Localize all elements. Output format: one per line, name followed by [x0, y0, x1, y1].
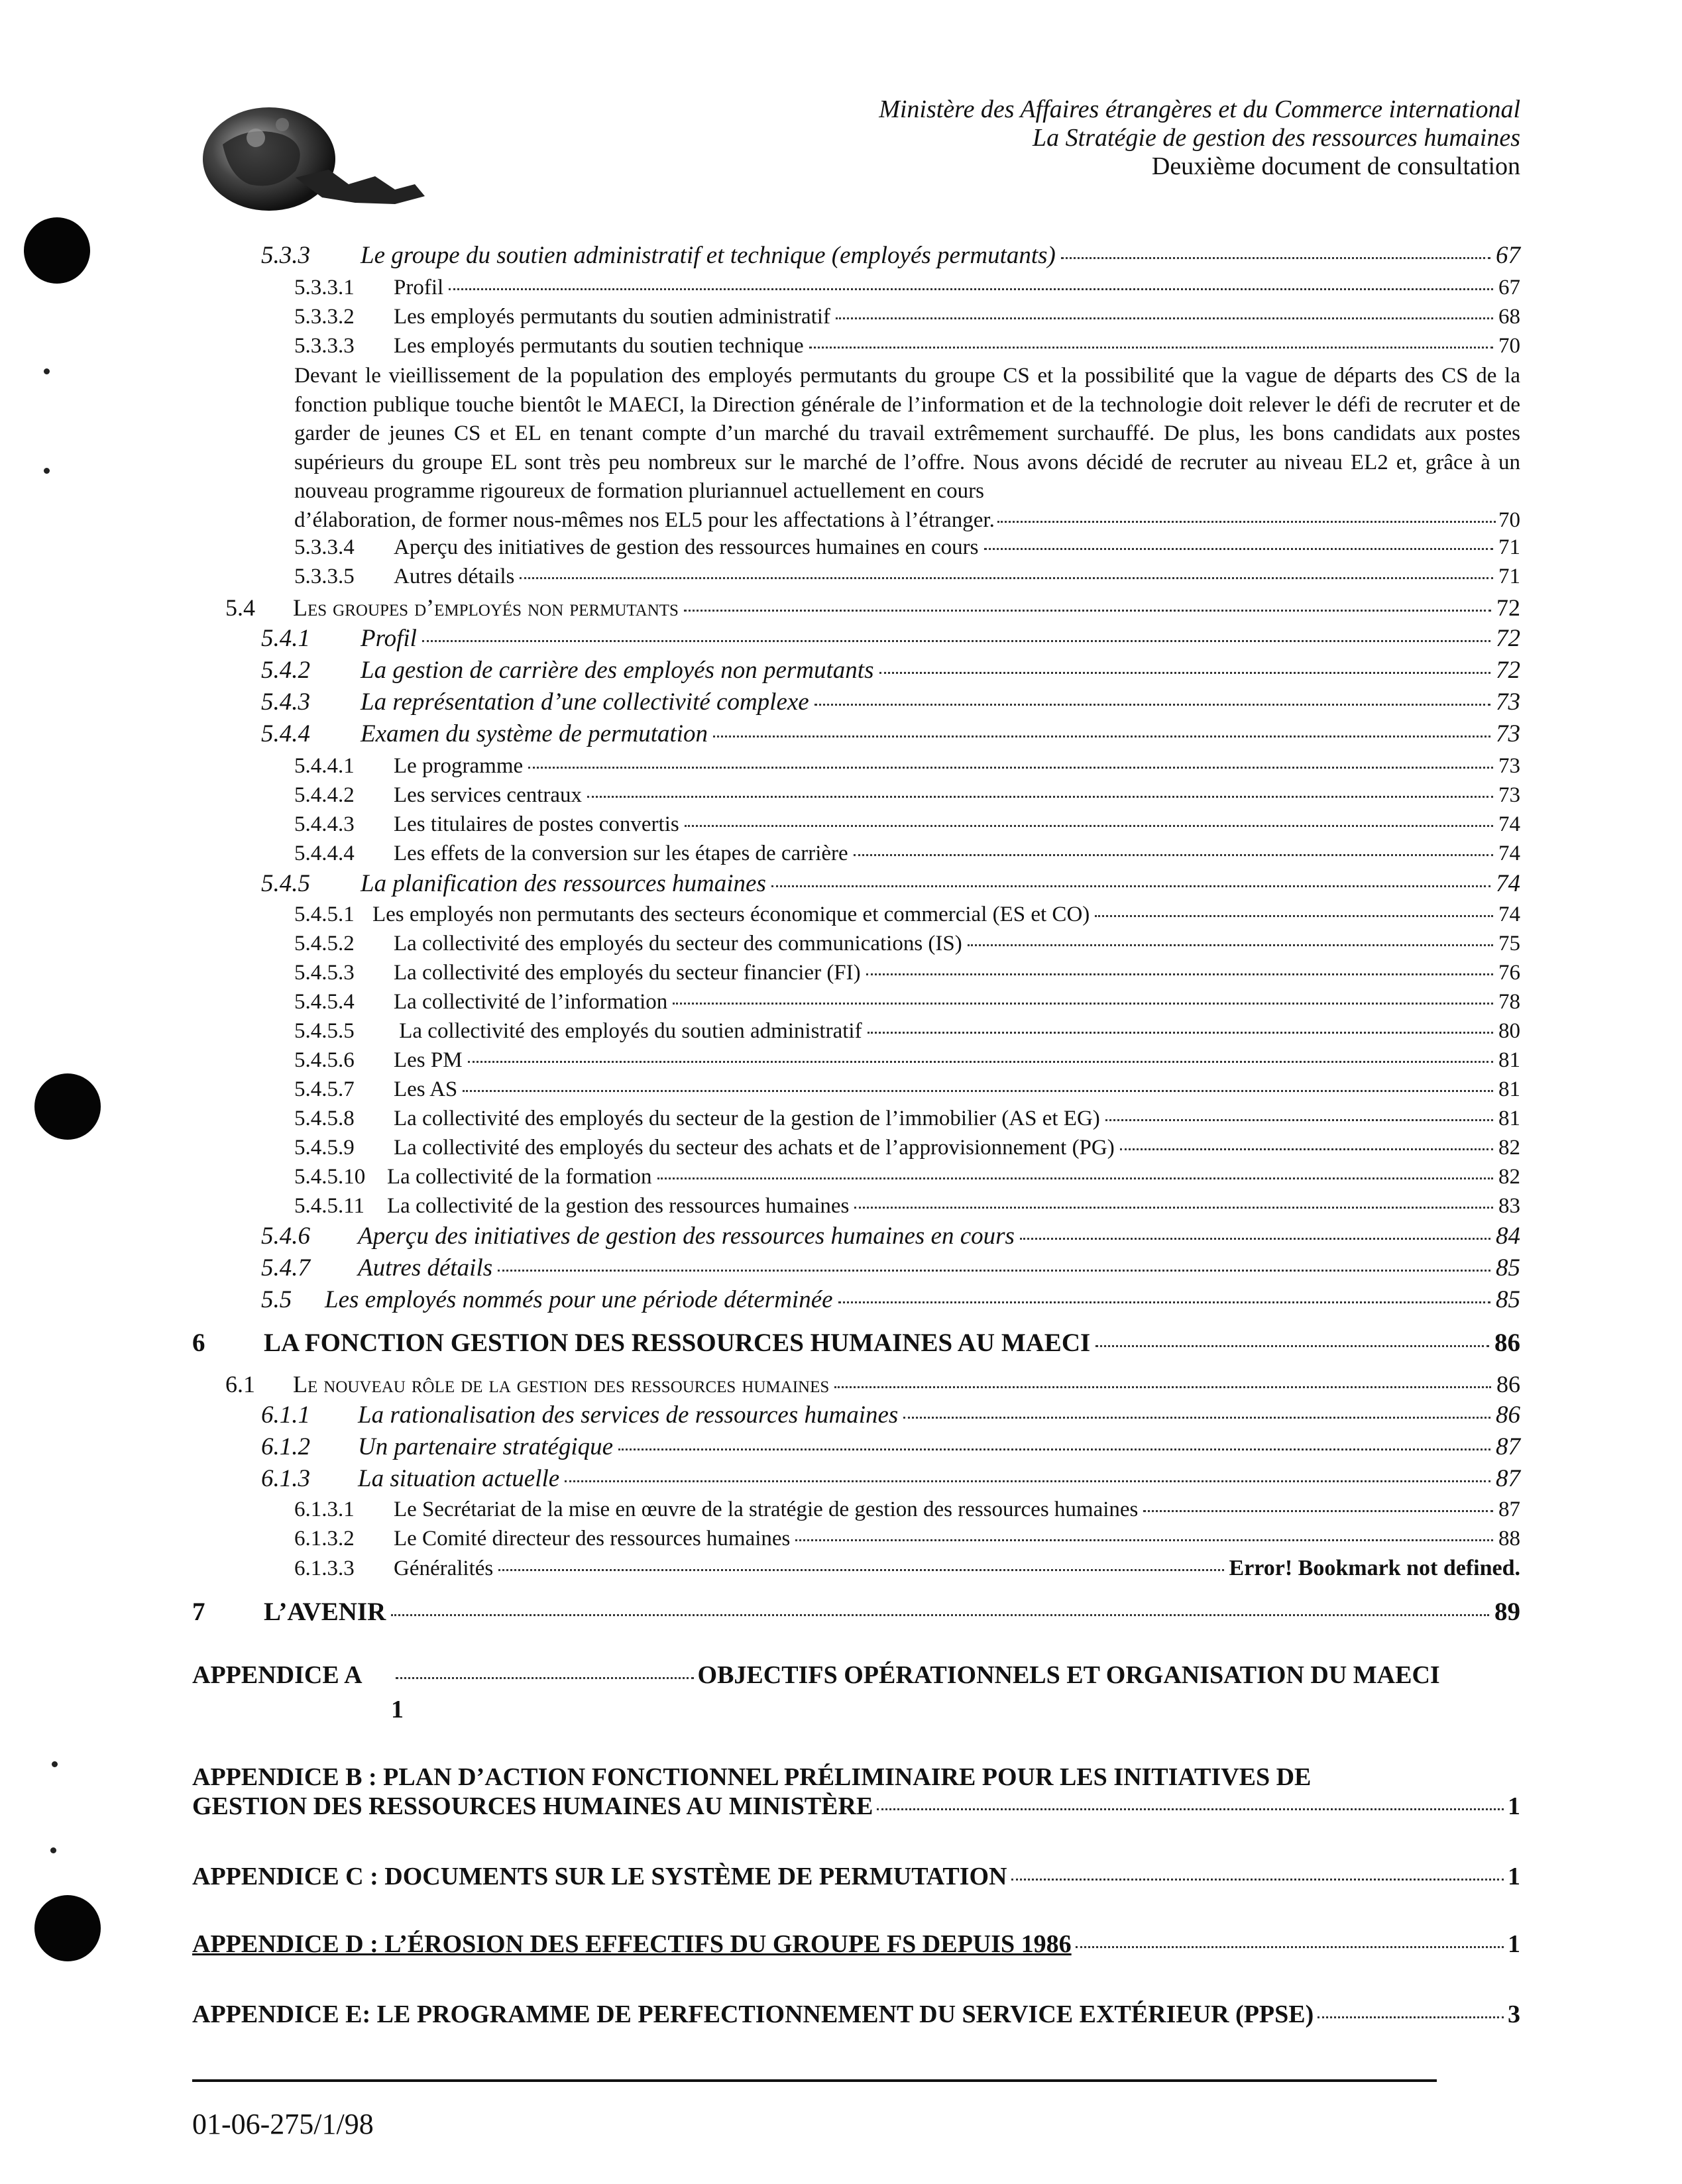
toc-page: 72 — [1496, 625, 1520, 652]
toc-number: 5.4.4.3 — [294, 812, 355, 836]
toc-title: La collectivité des employés du secteur des achats et de l’approvisionnement (PG) — [394, 1136, 1115, 1160]
toc-entry[interactable] — [261, 1433, 1520, 1461]
binder-hole-top — [24, 217, 90, 284]
toc-page: 80 — [1498, 1019, 1520, 1043]
toc-entry[interactable] — [294, 1048, 1520, 1073]
toc-number: 5.4.5.11 — [294, 1194, 365, 1218]
toc-number: 5.4.5.10 — [294, 1165, 366, 1189]
toc-leader — [1105, 1119, 1493, 1121]
header-ministry: Ministère des Affaires étrangères et du Commerce international — [879, 95, 1520, 123]
toc-page: 71 — [1498, 535, 1520, 559]
toc-title: LA FONCTION GESTION DES RESSOURCES HUMAINES AU MAECI — [264, 1329, 1091, 1357]
toc-leader — [713, 736, 1490, 737]
toc-title: La situation actuelle — [358, 1465, 560, 1492]
toc-title: Le groupe du soutien administratif et technique (employés permutants) — [361, 242, 1056, 269]
toc-number: 5.4.5.1 — [294, 902, 355, 926]
toc-page: 72 — [1496, 657, 1520, 684]
toc-page: 71 — [1498, 565, 1520, 588]
toc-leader — [1095, 1345, 1489, 1347]
toc-entry[interactable] — [294, 842, 1520, 866]
toc-number: 5.4 — [225, 594, 255, 621]
toc-leader — [498, 1270, 1490, 1272]
toc-page: 81 — [1498, 1077, 1520, 1101]
appendix-a-page: 1 — [391, 1696, 404, 1723]
appendix-e-title: APPENDICE E: LE PROGRAMME DE PERFECTIONNEMENT DU SERVICE EXTÉRIEUR (PPSE) — [192, 2000, 1314, 2028]
toc-number: 5.4.3 — [261, 688, 310, 716]
toc-entry[interactable] — [294, 1556, 1520, 1581]
toc-number: 6 — [192, 1329, 205, 1357]
toc-entry[interactable] — [294, 305, 1520, 329]
toc-entry[interactable] — [294, 754, 1520, 779]
toc-page: 73 — [1498, 783, 1520, 807]
toc-title: La collectivité des employés du secteur des communications (IS) — [394, 932, 962, 956]
toc-number: 5.3.3.2 — [294, 305, 355, 329]
appendix-b-title-line1: APPENDICE B : PLAN D’ACTION FONCTIONNEL PRÉLIMINAIRE POUR LES INITIATIVES DE — [192, 1763, 1312, 1791]
toc-leader — [1143, 1510, 1493, 1512]
toc-number: 5.4.4 — [261, 720, 310, 747]
toc-leader — [1120, 1148, 1493, 1150]
toc-entry[interactable] — [294, 276, 1520, 300]
toc-leader — [1076, 1946, 1504, 1948]
toc-leader — [1095, 915, 1493, 917]
toc-leader — [391, 1614, 1489, 1616]
toc-leader — [396, 1677, 694, 1679]
toc-title: La gestion de carrière des employés non permutants — [361, 657, 874, 684]
toc-leader — [771, 885, 1490, 887]
toc-number: 6.1.3.1 — [294, 1498, 355, 1521]
toc-title: La collectivité des employés du soutien administratif — [394, 1019, 862, 1043]
toc-number: 5.4.5.3 — [294, 961, 355, 985]
appendix-c[interactable] — [192, 1862, 1520, 1891]
toc-page: 67 — [1496, 242, 1520, 269]
toc-title: Les groupes d’employés non permutants — [293, 594, 679, 621]
toc-title: Les AS — [394, 1077, 458, 1101]
toc-page: 81 — [1498, 1048, 1520, 1072]
toc-title: Les employés permutants du soutien administratif — [394, 305, 830, 329]
toc-page: 74 — [1498, 842, 1520, 865]
toc-title: Les effets de la conversion sur les étapes de carrière — [394, 842, 848, 865]
toc-entry[interactable] — [261, 1401, 1520, 1429]
toc-entry[interactable] — [294, 334, 1520, 358]
toc-title: Généralités — [394, 1556, 494, 1580]
toc-number: 5.4.5.8 — [294, 1107, 355, 1130]
paragraph-text: Devant le vieillissement de la population des employés permutants du groupe CS et la possibilité que la vague de départs des CS de la fonction publique touche bientôt le MAECI, la Direction générale de l’information et de la technologie doit relever le défi de recruter et de garder de jeunes CS et EL en tenant compte d’un marché du travail extrêmement surchauffé. De plus, les bons candidats aux postes supérieurs du groupe EL sont très peu nombreux sur le marché de l’offre. Nous avons décidé de recruter au niveau EL2 et, grâce à un nouveau programme rigoureux de formation pluriannuel actuellement en cours — [294, 364, 1520, 503]
toc-page: 88 — [1498, 1527, 1520, 1551]
toc-entry[interactable] — [294, 812, 1520, 837]
toc-leader — [809, 347, 1493, 349]
toc-number: 5.4.5.7 — [294, 1077, 355, 1101]
appendix-c-page: 1 — [1508, 1863, 1520, 1890]
toc-title: Aperçu des initiatives de gestion des ressources humaines en cours — [394, 535, 979, 559]
toc-entry[interactable] — [294, 565, 1520, 589]
toc-entry[interactable] — [261, 624, 1520, 653]
toc-number: 5.4.5.5 — [294, 1019, 355, 1043]
binder-hole-bottom — [34, 1895, 101, 1961]
toc-page: 72 — [1496, 594, 1520, 621]
toc-title: Profil — [394, 276, 444, 300]
toc-leader — [685, 825, 1493, 827]
toc-leader — [795, 1539, 1493, 1541]
appendix-d-page: 1 — [1508, 1930, 1520, 1958]
toc-page: 86 — [1496, 1371, 1520, 1397]
toc-leader — [868, 1032, 1493, 1034]
appendix-b[interactable] — [192, 1763, 1520, 1821]
document-header — [879, 95, 1520, 181]
toc-page: 87 — [1496, 1433, 1520, 1460]
scan-speck — [52, 1761, 58, 1767]
toc-title: La collectivité des employés du secteur de la gestion de l’immobilier (AS et EG) — [394, 1107, 1100, 1130]
toc-title: Examen du système de permutation — [361, 720, 708, 747]
toc-page: 70 — [1498, 334, 1520, 358]
toc-number: 6.1.1 — [261, 1401, 310, 1429]
toc-leader — [520, 577, 1493, 579]
toc-number: 5.4.6 — [261, 1223, 310, 1250]
toc-title: Le Secrétariat de la mise en œuvre de la stratégie de gestion des ressources humaines — [394, 1498, 1139, 1521]
toc-title: Les employés permutants du soutien technique — [394, 334, 804, 358]
toc-title: Autres détails — [358, 1254, 493, 1282]
toc-entry[interactable] — [261, 1222, 1520, 1250]
toc-entry[interactable] — [225, 594, 1520, 622]
toc-title: La collectivité des employés du secteur financier (FI) — [394, 961, 861, 985]
toc-leader — [903, 1417, 1490, 1419]
toc-entry[interactable] — [294, 1165, 1520, 1189]
toc-page: 73 — [1496, 720, 1520, 747]
toc-entry[interactable] — [261, 241, 1520, 270]
toc-title: Les titulaires de postes convertis — [394, 812, 679, 836]
toc-leader — [1061, 257, 1490, 259]
toc-page: 78 — [1498, 990, 1520, 1014]
toc-page: 74 — [1498, 812, 1520, 836]
appendix-e[interactable] — [192, 2000, 1520, 2029]
toc-number: 5.5 — [261, 1286, 292, 1313]
toc-number: 5.4.4.4 — [294, 842, 355, 865]
toc-leader — [984, 548, 1493, 550]
paragraph-tail-text: d’élaboration, de former nous-mêmes nos EL5 pour les affectations à l’étranger. — [294, 508, 995, 532]
toc-leader — [657, 1177, 1494, 1179]
toc-title: Profil — [361, 625, 417, 652]
toc-leader — [422, 640, 1490, 642]
toc-page: 82 — [1498, 1136, 1520, 1160]
appendix-a-title: OBJECTIFS OPÉRATIONNELS ET ORGANISATION DU MAECI — [697, 1661, 1440, 1689]
toc-entry[interactable] — [294, 1107, 1520, 1131]
toc-title: La planification des ressources humaines — [361, 870, 766, 897]
toc-leader — [463, 1090, 1493, 1092]
binder-hole-middle — [34, 1073, 101, 1140]
toc-leader — [498, 1569, 1223, 1571]
paragraph-tail[interactable] — [294, 506, 1520, 535]
toc-title: Aperçu des initiatives de gestion des ressources humaines en cours — [358, 1223, 1015, 1250]
toc-entry[interactable] — [261, 688, 1520, 716]
toc-number: 5.3.3 — [261, 242, 310, 269]
toc-number: 6.1.3 — [261, 1465, 310, 1492]
toc-title: La représentation d’une collectivité complexe — [361, 688, 809, 716]
toc-title: L’AVENIR — [264, 1598, 386, 1626]
toc-entry[interactable] — [294, 961, 1520, 985]
toc-number: 5.4.4.2 — [294, 783, 355, 807]
toc-number: 5.4.5 — [261, 870, 310, 897]
toc-page: 67 — [1498, 276, 1520, 300]
toc-number: 5.3.3.3 — [294, 334, 355, 358]
toc-number: 5.4.1 — [261, 625, 310, 652]
toc-leader — [814, 704, 1490, 706]
toc-page: 89 — [1494, 1598, 1520, 1626]
toc-entry[interactable] — [261, 1464, 1520, 1493]
toc-page: 73 — [1496, 688, 1520, 716]
toc-page: 86 — [1494, 1329, 1520, 1357]
appendix-b-title-line2: GESTION DES RESSOURCES HUMAINES AU MINISTÈRE — [192, 1792, 873, 1820]
toc-leader — [618, 1448, 1490, 1450]
toc-title: Le nouveau rôle de la gestion des ressources humaines — [293, 1371, 830, 1397]
appendix-d[interactable] — [192, 1930, 1520, 1959]
toc-number: 5.4.5.9 — [294, 1136, 355, 1160]
appendix-c-title: APPENDICE C : DOCUMENTS SUR LE SYSTÈME DE PERMUTATION — [192, 1863, 1007, 1890]
toc-page: 70 — [1498, 508, 1520, 532]
toc-entry[interactable] — [294, 535, 1520, 560]
toc-entry[interactable] — [261, 1285, 1520, 1314]
appendix-a-label: APPENDICE A — [192, 1661, 363, 1689]
toc-number: 5.3.3.5 — [294, 565, 355, 588]
toc-page: 82 — [1498, 1165, 1520, 1189]
toc-leader — [587, 796, 1493, 798]
toc-number: 5.4.5.2 — [294, 932, 355, 956]
toc-page: 74 — [1498, 902, 1520, 926]
toc-number: 5.3.3.4 — [294, 535, 355, 559]
toc-title: Un partenaire stratégique — [358, 1433, 614, 1460]
appendix-e-page: 3 — [1508, 2000, 1520, 2028]
toc-leader — [866, 973, 1493, 975]
toc-title: La collectivité de l’information — [394, 990, 668, 1014]
toc-page: 75 — [1498, 932, 1520, 956]
globe-logo-icon — [196, 98, 435, 214]
toc-title: Les PM — [394, 1048, 463, 1072]
toc-leader — [673, 1003, 1493, 1005]
toc-number: 5.4.5.6 — [294, 1048, 355, 1072]
toc-entry[interactable] — [294, 902, 1520, 927]
toc-entry[interactable] — [225, 1370, 1520, 1398]
toc-entry[interactable] — [261, 720, 1520, 748]
footer-rule — [192, 2079, 1437, 2082]
toc-page: 74 — [1496, 870, 1520, 897]
toc-entry[interactable] — [294, 1498, 1520, 1522]
header-strategy: La Stratégie de gestion des ressources humaines — [1033, 124, 1520, 152]
toc-leader — [879, 672, 1491, 674]
toc-entry[interactable] — [261, 656, 1520, 684]
toc-entry[interactable] — [261, 869, 1520, 898]
toc-number: 6.1.3.3 — [294, 1556, 355, 1580]
toc-page: 87 — [1498, 1498, 1520, 1521]
toc-title: Les employés non permutants des secteurs économique et commercial (ES et CO) — [372, 902, 1090, 926]
toc-leader — [1318, 2016, 1504, 2018]
toc-page: 84 — [1496, 1223, 1520, 1250]
toc-leader — [997, 521, 1496, 523]
toc-number: 5.3.3.1 — [294, 276, 355, 300]
toc-leader — [1011, 1879, 1504, 1881]
toc-leader — [854, 854, 1493, 856]
toc-title: Le Comité directeur des ressources humaines — [394, 1527, 791, 1551]
toc-entry[interactable] — [192, 1597, 1520, 1627]
toc-number: 5.4.5.4 — [294, 990, 355, 1014]
toc-number: 5.4.2 — [261, 657, 310, 684]
toc-number: 6.1.3.2 — [294, 1527, 355, 1551]
toc-title: Les services centraux — [394, 783, 583, 807]
toc-leader — [565, 1480, 1490, 1482]
toc-entry[interactable] — [294, 1194, 1520, 1219]
toc-leader — [1020, 1238, 1490, 1240]
toc-title: La collectivité de la formation — [387, 1165, 652, 1189]
toc-number: 5.4.7 — [261, 1254, 310, 1282]
toc-entry[interactable] — [261, 1254, 1520, 1282]
document-reference: 01-06-275/1/98 — [192, 2108, 374, 2140]
toc-page: 68 — [1498, 305, 1520, 329]
toc-leader — [854, 1207, 1493, 1209]
appendix-d-title: APPENDICE D : L’ÉROSION DES EFFECTIFS DU GROUPE FS DEPUIS 1986 — [192, 1930, 1072, 1958]
toc-entry[interactable] — [294, 1527, 1520, 1551]
toc-number: 5.4.4.1 — [294, 754, 355, 778]
header-consultation: Deuxième document de consultation — [1151, 152, 1520, 180]
toc-entry[interactable] — [294, 1136, 1520, 1160]
toc-leader — [468, 1061, 1493, 1063]
scan-speck — [50, 1847, 56, 1853]
toc-leader — [968, 944, 1493, 946]
toc-leader — [877, 1808, 1504, 1810]
toc-leader — [528, 767, 1493, 769]
scan-speck — [44, 368, 50, 374]
toc-page: 73 — [1498, 754, 1520, 778]
toc-title: La collectivité de la gestion des ressources humaines — [387, 1194, 850, 1218]
embedded-paragraph — [294, 362, 1520, 535]
toc-entry[interactable] — [294, 990, 1520, 1014]
toc-title: La rationalisation des services de ressources humaines — [358, 1401, 899, 1429]
toc-page: 86 — [1496, 1401, 1520, 1429]
toc-page: 85 — [1496, 1254, 1520, 1282]
toc-entry[interactable] — [294, 932, 1520, 956]
toc-leader — [834, 1386, 1491, 1388]
toc-page: 76 — [1498, 961, 1520, 985]
scan-speck — [44, 468, 50, 474]
toc-number: 6.1 — [225, 1371, 255, 1397]
toc-page: 83 — [1498, 1194, 1520, 1218]
toc-page: 87 — [1496, 1465, 1520, 1492]
toc-title: Le programme — [394, 754, 524, 778]
toc-number: 6.1.2 — [261, 1433, 310, 1460]
appendix-b-page: 1 — [1508, 1792, 1520, 1820]
toc-title: Autres détails — [394, 565, 515, 588]
toc-entry[interactable] — [294, 1077, 1520, 1102]
toc-leader — [684, 610, 1491, 612]
toc-entry[interactable] — [192, 1328, 1520, 1358]
toc-leader — [449, 288, 1493, 290]
appendix-a[interactable] — [192, 1661, 1520, 1724]
toc-title: Les employés nommés pour une période déterminée — [325, 1286, 833, 1313]
toc-leader — [838, 1301, 1490, 1303]
toc-entry[interactable] — [294, 783, 1520, 808]
bookmark-error: Error! Bookmark not defined. — [1229, 1556, 1520, 1580]
toc-number: 7 — [192, 1598, 205, 1626]
toc-page: 85 — [1496, 1286, 1520, 1313]
toc-entry[interactable] — [294, 1019, 1520, 1044]
toc-leader — [836, 317, 1493, 319]
toc-page: 81 — [1498, 1107, 1520, 1130]
